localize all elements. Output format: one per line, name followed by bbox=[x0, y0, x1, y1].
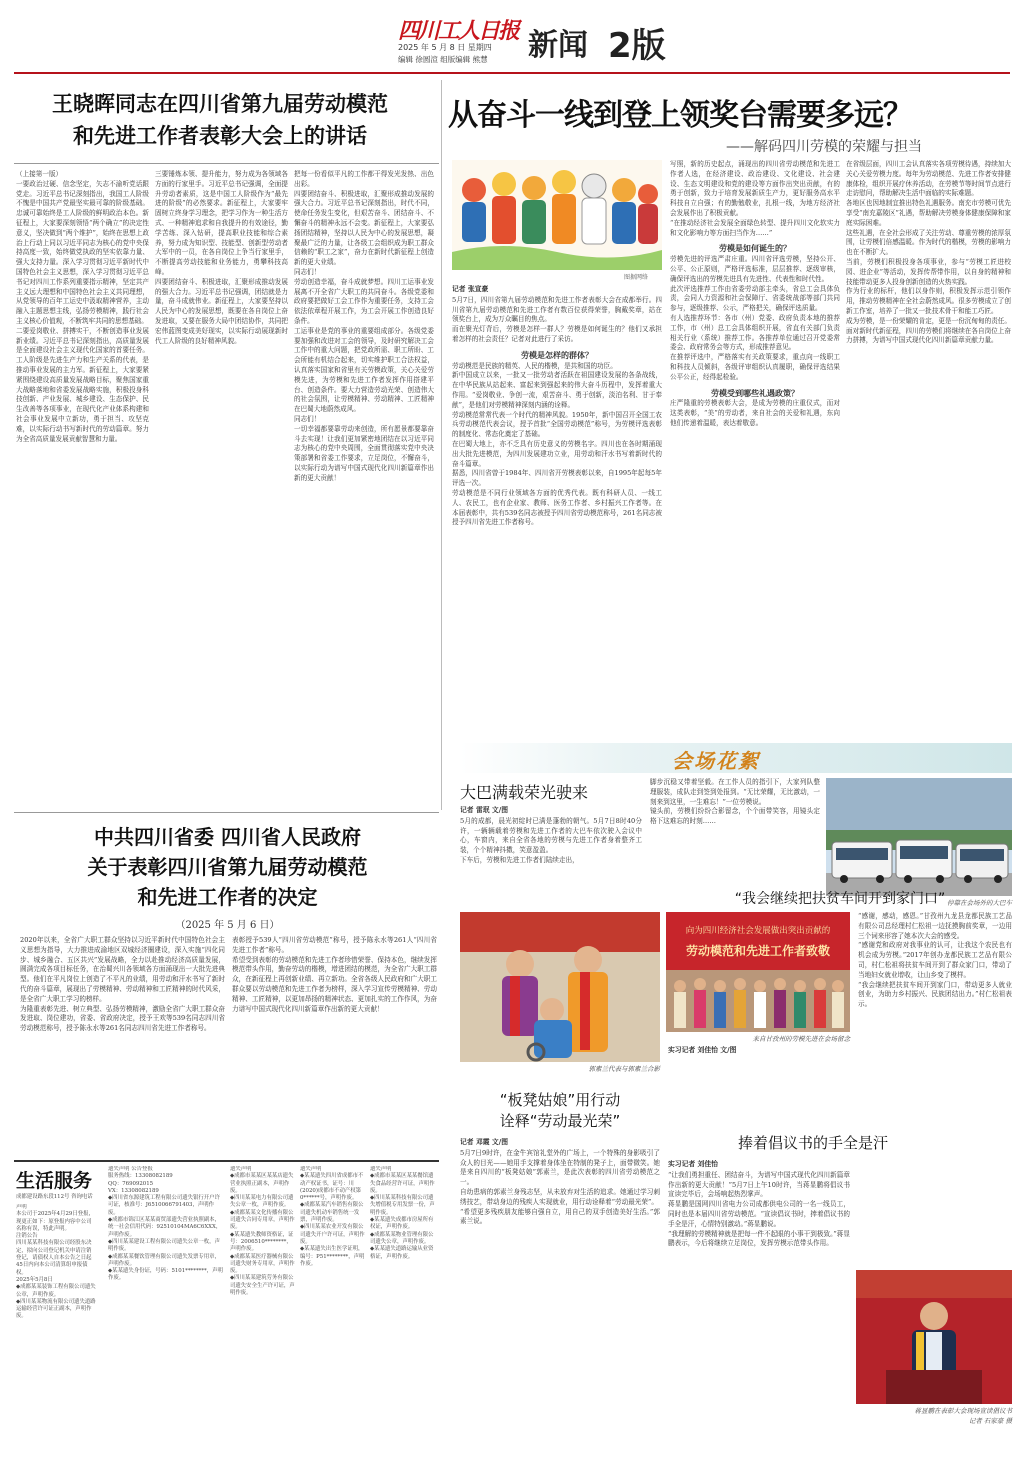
speaker-photo-svg bbox=[856, 1270, 1012, 1404]
speech-column-1: （上接第一版） 一要政治过硬、信念坚定，矢志不渝听党话跟党走。习近平总书记深刻指出，我国工人阶级不愧是中国共产党最坚实最可靠的阶级基础。忠诚可靠始终是工人阶级的鲜明政治本色。新征程上，大家要深刻领悟“两个确立”的决定性意义，坚决做到“两个维护”，始终在思想上政治上行动上同以习近平同志为核心的党中央保持高度一致，始终做党执政的坚实依靠力量、强大支持力量。深入学习贯彻习近平新时代中国特色社会主义思想，深入学习贯彻习近平总书记对四川工作系列重要指示精神，坚定共产主义远大理想和中国特色社会主义共同理想，从党领导的百年工运史中汲取精神营养，主动融入主题思想主线，弘扬劳模精神，践行社会主义核心价值观，不断筑牢共同的思想基础。 二要爱岗敬业、拼搏实干，不断创造事业发展新业绩。习近平总书记深刻指出，高质量发展是全面建设社会主义现代化国家的首要任务。工人阶级是先进生产力和生产关系的代表，是推动事业发展的主力军。新征程上，大家要紧紧围绕建设高质量发展战略目标，聚焦国家重大战略落地和省委发展战略实施，积极投身科技创新、产业发展、城乡建设、生态保护、民生改善等各项事业，在现代化产业体系构建和社会事业发展中立新功，勇于担当、攻坚克难，以实际行动书写新时代的劳动篇章。努力为全省高质量发展贡献智慧和力量。 bbox=[16, 170, 149, 443]
story4-column bbox=[668, 1160, 850, 1465]
newspaper-logo: 四川工人日报 bbox=[398, 18, 519, 44]
speech-title-line1: 王晓晖同志在四川省第九届劳动模范 bbox=[52, 91, 388, 116]
feature-body-b2: 劳模先进的评选严肃庄重。四川省评选劳模，坚持公开、公平、公正原则，严格评选标准，层层推荐、逐级审核，确保评选出的劳模先进具有先进性、代表性和时代性。 此次评选推荐工作由省委劳动部主牵头，省总工会具体负责，会同人力资源和社会保障厅、省委统战部等部门共同参与，逐级推荐、公示，严格把关，确保评选质量。 有人选推荐环节：各市（州）党委、政府负责本地的推荐工作，市（州）总工会具体组织开展，省直有关部门负责相关行业（系统）推荐工作。各推荐单位通过召开党委常委会、政府常务会等方式，形成推荐意见。 在推荐评选中，严格落实有关政策要求，重点向一线职工和科技人员倾斜，各级评审组织认真履职，确保评选结果公平公正，经得起检验。 bbox=[670, 255, 840, 381]
story4-reporter: 实习记者 刘佳怡 bbox=[668, 1160, 718, 1168]
decision-column-1: 2020年以来，全省广大职工群众坚持以习近平新时代中国特色社会主义思想为指导，大力推进成渝地区双城经济圈建设，深入实施“四化同步、城乡融合、五区共兴”发展战略，全力以赴推动经济高质量发展，圆满完成各项目标任务，在治蜀兴川各领域各方面涌现出一大批先进典型。他们在平凡岗位上创造了不平凡的业绩，用劳动和汗水书写了新时代的奋斗篇章，展现出了劳模精神、劳动精神和工匠精神的时代风采，是全省广大职工学习的榜样。 为隆重表彰先进、树立典型、弘扬劳模精神，激励全省广大职工群众奋发进取、岗位建功，省委、省政府决定，授予王欢等539名同志四川省劳动模范称号，授予陈永水等261名同志四川省先进工作者称号。 bbox=[20, 936, 225, 1033]
feature-subhead-1: 劳模是怎样的群体？ bbox=[521, 350, 593, 360]
feature-subhead-2: 劳模是如何诞生的？ bbox=[719, 244, 791, 254]
services-subtitle: 成都建设路东段112号 咨询电话 bbox=[16, 1194, 93, 1200]
editor-credits: 编辑 徐圆渲 组版编辑 熊慧 bbox=[398, 55, 488, 64]
services-column-4: 遗失声明 ◆某某遗失四川省成都市不动产权证书，证号：川(2020)成都市不动产权第0******号，声明作废。 ◆成都某某汽车销售有限公司遗失机动车销售统一发票，声明作废。 ◆四川某某农业开发有限公司遗失开户许可证，声明作废。 ◆某某遗失出生医学证明，编号：P51********，声明作废。 bbox=[300, 1166, 365, 1267]
speech-divider bbox=[441, 80, 442, 810]
story1-title: 大巴满载荣光驶来 bbox=[460, 783, 589, 802]
speech-title-line2: 和先进工作者表彰大会上的讲话 bbox=[73, 123, 367, 148]
story3-title-line2: 诠释“劳动最光荣” bbox=[499, 1112, 621, 1130]
services-column-5: 遗失声明 ◆成都市某某区某某餐馆遗失食品经营许可证，声明作废。 ◆四川某某科技有限公司遗失增值税专用发票一份，声明作废。 ◆某某遗失成都市房屋所有权证，声明作废。 ◆成都某某物业管理有限公司遗失公章，声明作废。 ◆某某遗失道路运输从业资格证，声明作废。 bbox=[370, 1166, 435, 1260]
feature-body-a: 劳动模范是民族的精英、人民的楷模，是共和国的功臣。 新中国成立以来，一批又一批劳动者活跃在祖国建设发展的各条战线，在中华民族从站起来、富起来到强起来的伟大奋斗历程中，发挥着重大作用。“爱岗敬业、争创一流，艰苦奋斗、勇于创新，淡泊名利、甘于奉献”，是他们对劳模精神深刻内涵的诠释。 劳动模范常常代表一个时代的精神风貌。1950年，新中国召开全国工农兵劳动模范代表会议，授予首批“全国劳动模范”称号，为劳模评选表彰的制度化、常态化奠定了基础。 在巴蜀大地上，亦不乏具有历史意义的劳模名字。四川也在各时期涌现出大批先进模范，为四川发展建功立业，用劳动和汗水书写着新时代的奋斗篇章。 据悉，四川省曾于1984年、四川省开劳模表彰以来，自1995年起每5年评选一次。 劳动模范是不同行业领域各方面的优秀代表。既有科研人员、一线工人、农民工，也有企业家、教师、医务工作者、乡村振兴工作者等。在本届表彰中，共有539名同志被授予四川省劳动模范称号，261名同志被授予四川省先进工作者称号。 bbox=[452, 361, 662, 527]
group-photo-banner-line1: 向为四川经济社会发展做出突出贡献的 bbox=[685, 926, 831, 936]
speaker-photo-credit: 记者 石家豪 摄 bbox=[968, 1417, 1012, 1425]
story1-body-a: 5月的成都，晨光初绽时已满是蓬勃的朝气。5月7日8时40分许，一辆辆载着劳模和先进工作者的大巴车依次驶入会议中心，车窗内，来自全省各地的劳模与先进工作者身着整齐工装，个个精神抖擞，笑意盈盈。 下车后，劳模和先进工作者们陆续走出， bbox=[460, 816, 642, 864]
group-photo bbox=[666, 912, 850, 1032]
services-column-3: 遗失声明 ◆成都市某某区某某店遗失营业执照正副本，声明作废。 ◆四川某某电力有限公司遗失公章一枚，声明作废。 ◆成都某某文化传播有限公司遗失合同专用章，声明作废。 ◆某某遗失教师资格证，证号：2006510********，声明作废。 ◆成都某某医疗器械有限公司遗失财务专用章，声明作废。 ◆四川某某建筑劳务有限公司遗失安全生产许可证，声明作废。 bbox=[230, 1166, 295, 1297]
decision-date: （2025 年 5 月 6 日） bbox=[175, 920, 280, 931]
speaker-photo-caption: 蒋显鹏在表彰大会现场宣读倡议书 bbox=[914, 1407, 1012, 1415]
speech-column-3: 把每一份看似平凡的工作都干得发光发热、出色出彩。 四要团结奋斗、积极进取，汇聚形成推动发展的强大合力。习近平总书记深刻指出，时代不同，使命任务发生变化，但艰苦奋斗、团结奋斗、不懈奋斗的精神永远不会变。新征程上，大家要弘扬团结精神，坚持以人民为中心的发展思想，凝聚最广泛的力量，让各级工会组织成为职工群众信赖的“职工之家”，奋力在新时代新征程上创造新的更大业绩。 同志们！ 劳动创造幸福，奋斗成就梦想。四川工运事业发展离不开全省广大职工的共同奋斗。各级党委和政府要把做好工会工作作为重要任务，支持工会依法依章程开展工作，为工会开展工作创造良好条件。 工运事业是党的事业的重要组成部分。各级党委要加强和改进对工会的领导，及时研究解决工会工作中的重大问题，把党政所需、职工所盼、工会所能有机结合起来，切实维护职工合法权益，认真落实国家和省里有关劳模政策，关心关爱劳模先进，为劳模和先进工作者发挥作用搭建平台、创造条件。要大力营造劳动光荣、创造伟大的社会氛围，让劳模精神、劳动精神、工匠精神在巴蜀大地蔚然成风。 同志们！ 一切幸福都要靠劳动来创造，所有愿景都要靠奋斗去实现！让我们更加紧密地团结在以习近平同志为核心的党中央周围，全面贯彻落实党中央决策部署和省委工作要求，立足岗位，不懈奋斗，以实际行动为谱写中国式现代化四川新篇章作出新的更大贡献！ bbox=[294, 170, 434, 482]
story3-column bbox=[460, 1138, 660, 1468]
section-name: 新闻 bbox=[528, 28, 588, 63]
story2-reporter: 实习记者 刘佳怡 文/图 bbox=[668, 1046, 737, 1054]
services-top-rule bbox=[14, 1160, 439, 1162]
speech-column-2: 三要锤炼本领、提升能力，努力成为各领域各方面的行家里手。习近平总书记强调，全面提升劳动者素质，这是中国工人阶级作为“最先进的阶级”的必然要求。新征程上，大家要牢固树立终身学习理念，把学习作为一种生活方式、一种精神追求和自我提升的有效途径，勤学苦练、深入钻研，提高职业技能和综合素养，努力成为知识型、技能型、创新型劳动者大军中的一员，在各自岗位上争当行家里手，不断提高劳动技能和业务能力，勇攀科技高峰。 四要团结奋斗、积极进取，汇聚形成推动发展的强大合力。习近平总书记强调，团结就是力量，奋斗成就伟业。新征程上，大家要坚持以人民为中心的发展思想，既要在各自岗位上奋发进取，又要在服务大局中团结协作，共同把宏伟蓝图变成美好现实，以实际行动展现新时代工人阶级的良好精神风貌。 bbox=[155, 170, 288, 345]
feature-column-b bbox=[670, 160, 840, 735]
issue-date: 2025 年 5 月 8 日 星期四 bbox=[398, 43, 492, 52]
group-photo-caption: 来自甘孜州的劳模先进在会场留念 bbox=[752, 1035, 850, 1043]
story2-column-a bbox=[668, 1046, 850, 1126]
story3-title-line1: “板凳姑娘”用行动 bbox=[499, 1091, 621, 1109]
feature-body-b: 写照，新的历史起点，涌现出的四川省劳动模范和先进工作者人选，在经济建设、政治建设、文化建设、社会建设、生态文明建设和党的建设等方面作出突出贡献，有的勇于创新，致力于培育发展新质生产力，更好服务高水平科技自立自强；有的勤勉敬业，扎根一线，为地方经济社会发展作出了积极贡献。 “在推动经济社会发展全面绿色转型、提升四川文化软实力和文化影响力等方面扫当作为……” bbox=[670, 160, 840, 237]
workers-illustration-svg bbox=[452, 160, 662, 270]
feature-title: 从奋斗一线到登上领奖台需要多远？ bbox=[448, 98, 912, 133]
board-girl-photo bbox=[460, 912, 660, 1062]
decision-rule bbox=[14, 812, 439, 813]
story4-title: 捧着倡议书的手全是汗 bbox=[738, 1134, 889, 1152]
bus-photo-svg bbox=[826, 778, 1012, 896]
illustration-credit: 图据网络 bbox=[624, 274, 649, 281]
story3-title bbox=[460, 1090, 660, 1132]
story4-body: “让我们勇担重任、团结奋斗，为谱写中国式现代化四川新篇章作出新的更大贡献！”5月7日上午10时许，当蒋显鹏将倡议书宣读完毕后，会场响起热烈掌声。 蒋显鹏是国网四川省电力公司成都供电公司的一名一线员工，同时也是本届四川省劳动模范。“宣读倡议书时，捧着倡议书的手全是汗，心情特别激动。”蒋显鹏说。 “我理解的劳模精神就是把每一件不起眼的小事干到极致。”蒋显鹏表示，今后将继续立足岗位，发挥劳模示范带头作用。 bbox=[668, 1170, 850, 1248]
board-girl-photo-svg bbox=[460, 912, 660, 1062]
decision-title-line3: 和先进工作者的决定 bbox=[137, 885, 318, 909]
speaker-photo bbox=[856, 1270, 1012, 1404]
bus-photo bbox=[826, 778, 1012, 896]
services-column-1: 声明 本公司于2025年4月29日登报，现更正如下：原登报内容中公司名称有误，特此声明。 注销公告 四川某某科技有限公司经股东决定，拟向公司登记机关申请注销登记，请债权人自本公告之日起45日内向本公司清算组申报债权。 2025年5月8日 ◆成都某某装饰工程有限公司遗失公章，声明作废。 ◆四川某某物流有限公司遗失道路运输经营许可证正副本，声明作废。 bbox=[16, 1204, 96, 1320]
bus-photo-caption: 停靠在会场外的大巴车 bbox=[947, 899, 1012, 907]
story2-column-b: “感谢，感动，感恩。”甘孜州九龙县龙都民族工艺品有限公司总经理村仁松祖一边抚摸胸前奖章，一边用三个词来形容了她本次大会的感受。 “感谢党和政府对我事业的认可，让我这个农民也有机会成为劳模。”2017年创办龙都民族工艺品有限公司，村仁松祖将扶贫车间开到了群众家门口，带动了当地妇女就业增收，让山乡变了模样。 “我会继续把扶贫车间开到家门口，带动更多人就业创业，为助力乡村振兴、民族团结出力。”村仁松祖表示。 bbox=[858, 912, 1012, 1009]
feature-subtitle: ——解码四川劳模的荣耀与担当 bbox=[726, 139, 922, 155]
story3-body: 5月7日9时许，在金牛宾馆礼堂外的广场上，一个特殊的身影吸引了众人的目光——她用手支撑着身体坐在特制的凳子上，面带微笑。她是来自四川的“板凳姑娘”郭素兰，是此次表彰的四川省劳动模范之一。 自幼患病的郭素兰身残志坚，从未放弃对生活的追求。她通过学习刺绣技艺，带动身边的残疾人实现就业，用行动诠释着“劳动最光荣”。 “希望更多残疾朋友能够自强自立，用自己的双手创造美好生活。”郭素兰说。 bbox=[460, 1148, 660, 1226]
speech-rule bbox=[14, 163, 439, 164]
feature-illustration bbox=[452, 160, 662, 270]
masthead-rule bbox=[14, 72, 1010, 74]
story2-title: “我会继续把扶贫车间开到家门口” bbox=[734, 891, 946, 907]
feature-body-b3: 庄严隆重的劳模表彰大会，是成为劳模的庄重仪式，而对这类表彰，“美”的劳动者，来自社会的关爱和礼遇，东向他们传递着温暖，表达着敬意。 bbox=[670, 399, 840, 427]
feature-column-c: 在省级层面，四川工会认真落实各项劳模待遇，持续加大关心关爱劳模力度。每年为劳动模范、先进工作者安排健康体检，组织开展疗休养活动，在劳模节等时间节点进行走访慰问，帮助解决生活中面临的实际难题。 各地区也因地制宜推出特色礼遇服务。南充市劳模可优先享受“南充嘉陵区”礼遇，帮助解决劳模身体健康保障和家庭实际困难。 这些礼遇，在全社会形成了关注劳动、尊重劳模的浓厚氛围，让劳模们倍感温暖。作为时代的楷模，劳模的影响力也在不断扩大。 当前，劳模们积极投身各项事业，参与“劳模工匠进校园、进企业”等活动，发挥传帮带作用，以自身的精神和技能带动更多人投身创新创造的火热实践。 作为行业的标杆，他们以身作则，积极发挥示范引领作用，推动劳模精神在全社会蔚然成风。很多劳模成立了创新工作室，培养了一批又一批技术骨干和能工巧匠。 成为劳模，是一份荣耀的肯定，更是一份沉甸甸的责任。面对新时代新征程，四川的劳模们将继续在各自岗位上奋力拼搏，为谱写中国式现代化四川新篇章贡献力量。 bbox=[846, 160, 1011, 345]
feature-intro: 5月7日，四川省第九届劳动模范和先进工作者表彰大会在成都举行。四川省第九届劳动模范和先进工作者有数百位获得荣誉，胸戴奖章，站在领奖台上，成为万众瞩目的焦点。 而在聚光灯背后，劳模是怎样一群人？劳模是如何诞生的？他们又承担着怎样的社会责任？记者对此进行了采访。 bbox=[452, 295, 662, 343]
decision-title-line1: 中共四川省委 四川省人民政府 bbox=[94, 825, 361, 849]
feature-subhead-3: 劳模受到哪些礼遇政策？ bbox=[711, 388, 799, 398]
services-title: 生活服务 bbox=[16, 1170, 93, 1192]
group-photo-banner-line2: 劳动模范和先进工作者致敬 bbox=[685, 944, 830, 958]
story1-column-a bbox=[460, 806, 642, 906]
story1-column-b: 脚步沉稳又带着坚毅。在工作人员的指引下，大家列队整理服装，成队走到签到处报到。“无比荣耀，无比激动，一刻来到这里，一生难忘！”一位劳模说。 镜头前，劳模们纷纷合影留念，个个面带笑容，用镜头定格下这难忘的时刻…… bbox=[650, 778, 820, 826]
feature-column-a bbox=[452, 285, 662, 735]
decision-column-2: 表彰授予539人“四川省劳动模范”称号，授予陈永水等261人“四川省先进工作者”称号。 希望受到表彰的劳动模范和先进工作者珍惜荣誉、保持本色，继续发挥模范带头作用，勤奋劳动的楷模，增进团结的模范，为全省广大职工群众，在新征程上再创新业绩、再立新功。全省各级人民政府和广大职工群众要以劳动模范和先进工作者为榜样，深入学习宣传劳模精神、劳动精神、工匠精神，以更加昂扬的精神状态、更加扎实的工作作风，为奋力谱写中国式现代化四川新篇章作出新的更大贡献！ bbox=[232, 936, 437, 1013]
feature-reporter: 记者 张宣豪 bbox=[452, 285, 489, 293]
services-column-2: 遗失声明 公告登报 服务热线：13308082189 QQ：769092015 VX：13308082189 ◆四川省东源建筑工程有限公司遗失银行开户许可证，核准号：J6510066791403，声明作废。 ◆成都市锦江区某某商贸部遗失营业执照副本，统一社会信用代码：92510104MA6C6XXX，声明作废。 ◆四川某某建设工程有限公司遗失公章一枚，声明作废。 ◆成都某某餐饮管理有限公司遗失发票专用章，声明作废。 ◆某某遗失身份证，号码：5101********，声明作废。 bbox=[108, 1166, 223, 1282]
page-number: 2版 bbox=[608, 26, 666, 66]
decision-title bbox=[20, 822, 435, 912]
venue-banner-text: 会场花絮 bbox=[672, 749, 760, 773]
story1-reporter: 记者 雷珉 文/图 bbox=[460, 806, 508, 814]
decision-title-line2: 关于表彰四川省第九届劳动模范 bbox=[87, 855, 368, 879]
story3-reporter: 记者 邓霞 文/图 bbox=[460, 1138, 508, 1146]
speech-title bbox=[20, 88, 420, 152]
board-girl-caption: 郭素兰代表与郭素兰合影 bbox=[588, 1065, 660, 1073]
